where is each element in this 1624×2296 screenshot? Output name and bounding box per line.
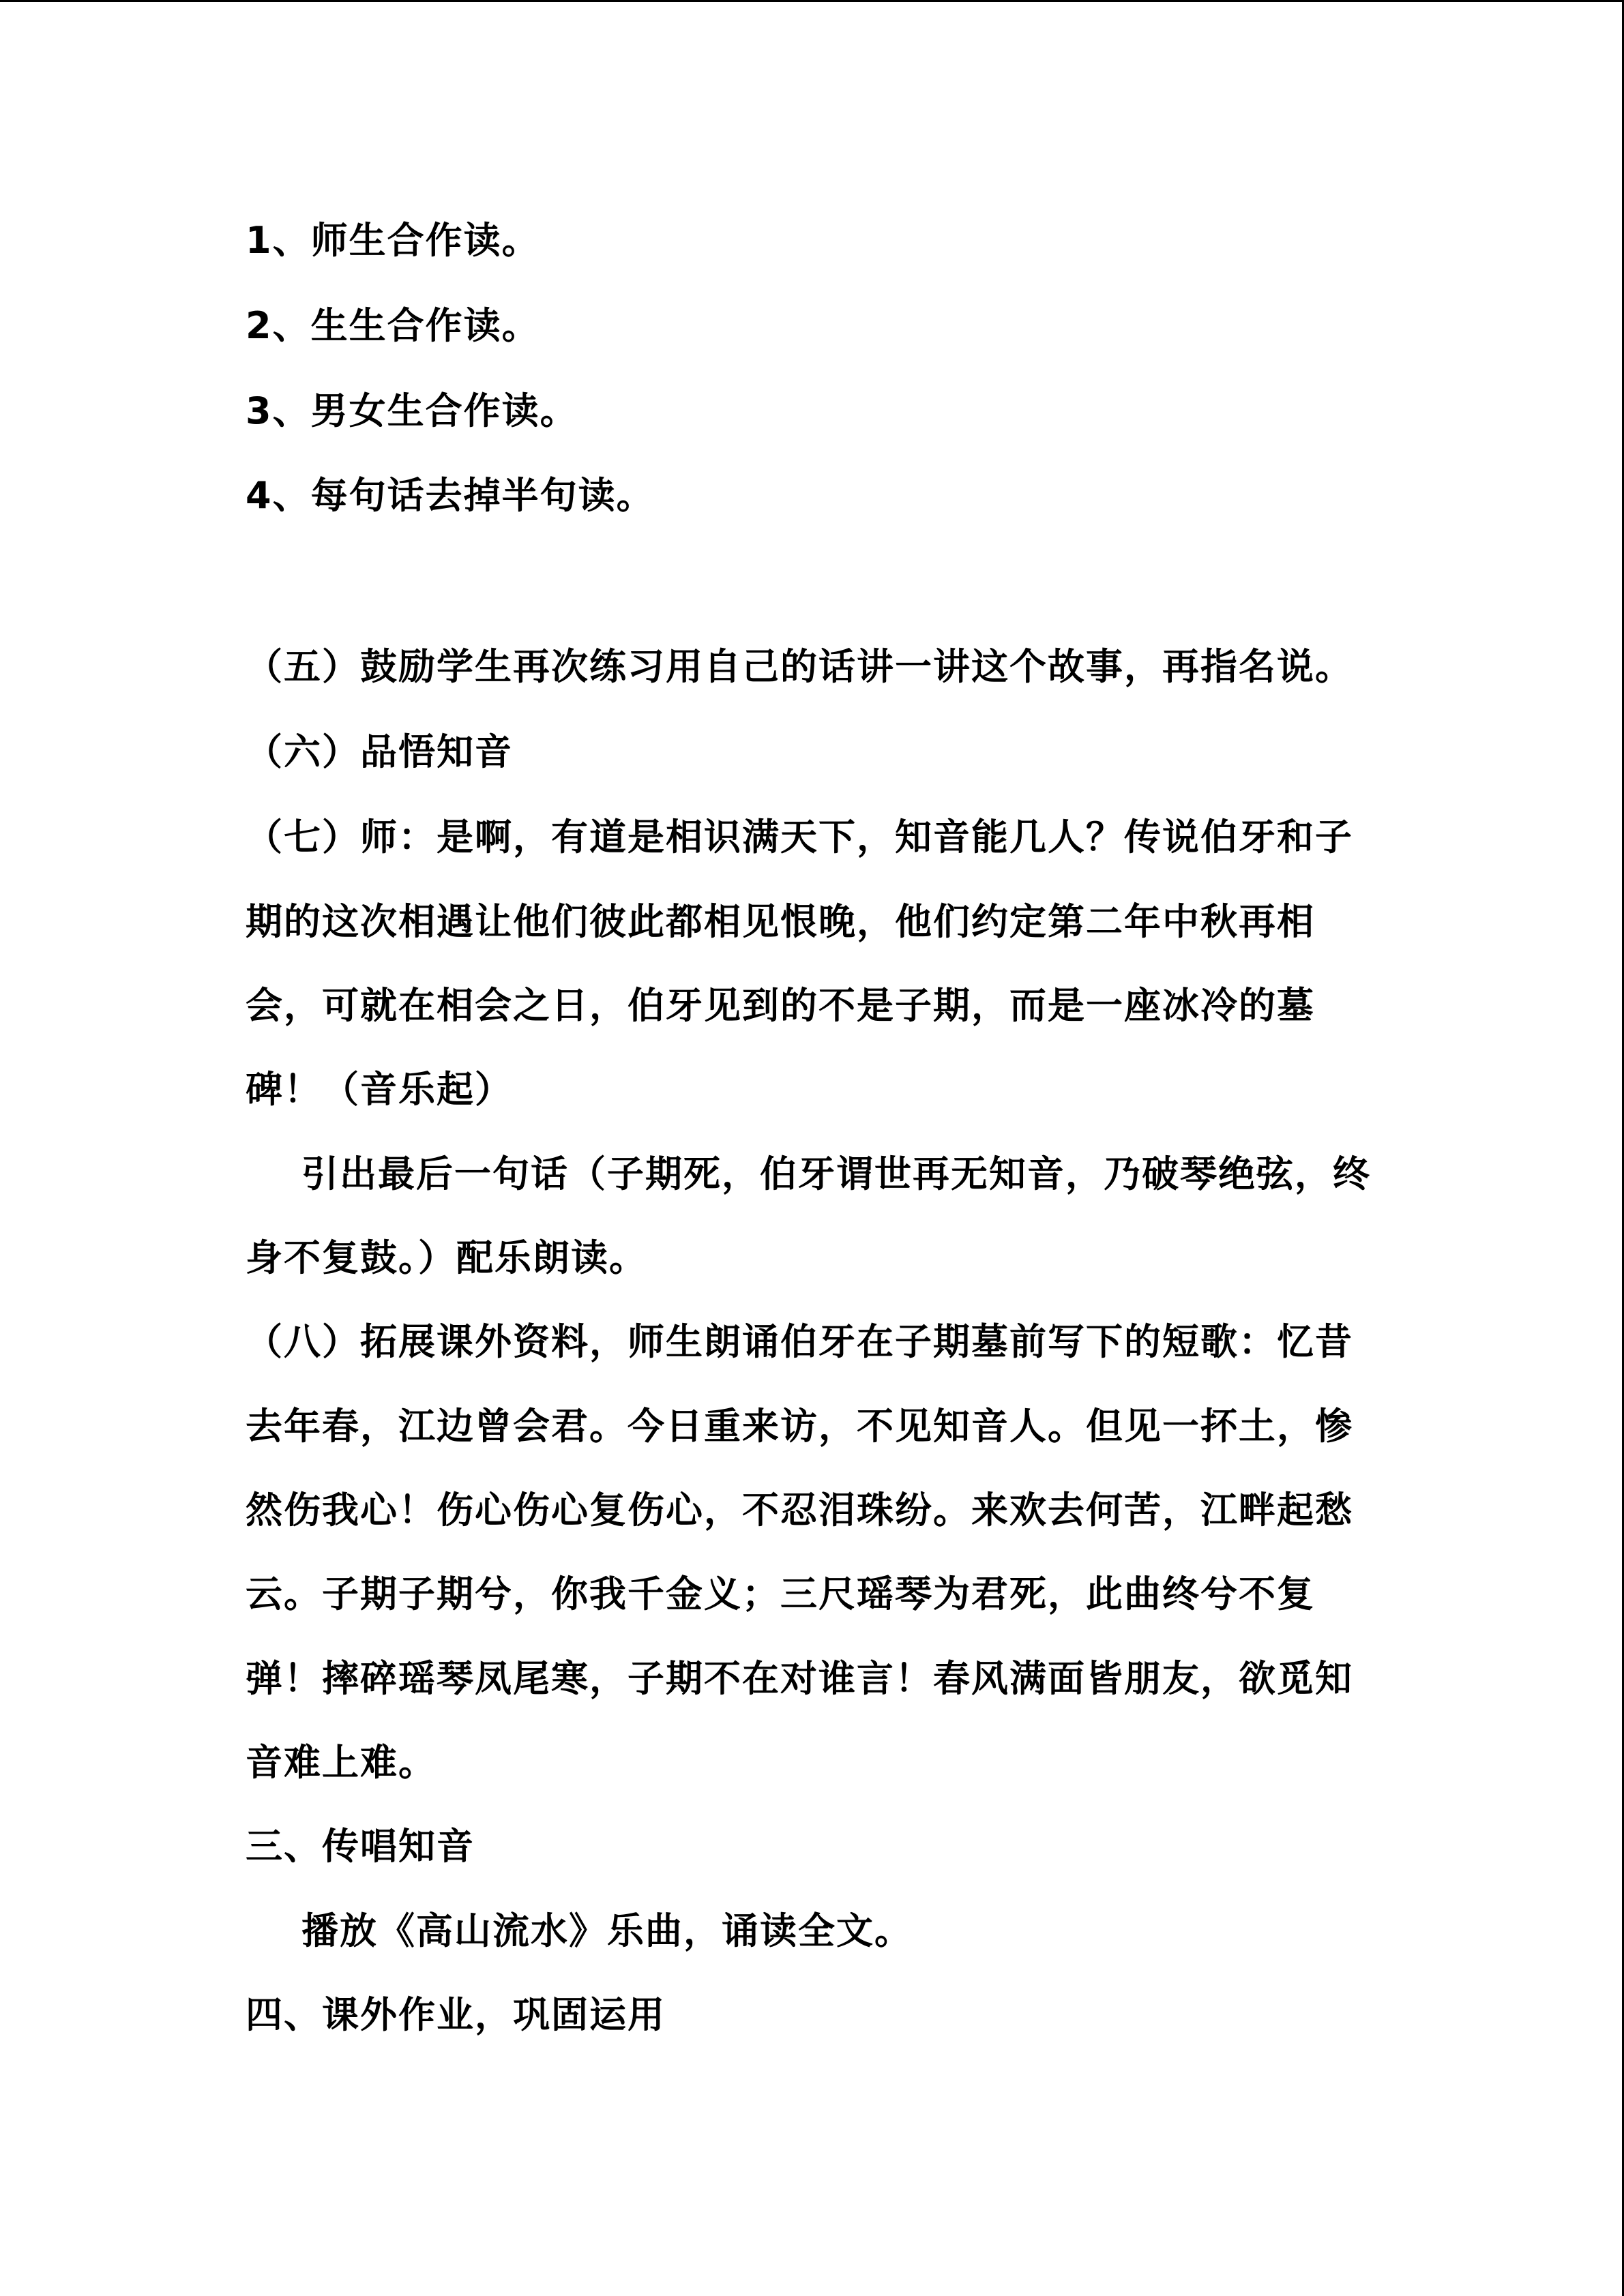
section-6-heading: （六）品悟知音 [246, 730, 513, 773]
section-8-line-4: 云。子期子期兮，你我千金义；三尺瑶琴为君死，此曲终兮不复 [246, 1572, 1315, 1615]
paragraph-line-2: 身不复鼓。）配乐朗读。 [246, 1236, 647, 1279]
list-item-4: 4、每句话去掉半句读。 [246, 474, 655, 517]
paragraph-line-1: 引出最后一句话（子期死，伯牙谓世再无知音，乃破琴绝弦，终 [301, 1152, 1371, 1195]
section-7-line-1: （七）师：是啊，有道是相识满天下，知音能几人？传说伯牙和子 [246, 816, 1353, 859]
section-7-line-3: 会，可就在相会之日，伯牙见到的不是子期，而是一座冰冷的墓 [246, 984, 1315, 1027]
list-item-3: 3、男女生合作读。 [246, 389, 578, 432]
section-7-line-4: 碑！（音乐起） [246, 1068, 513, 1111]
section-4-heading: 四、课外作业，巩固运用 [246, 1993, 666, 2036]
section-8-line-1: （八）拓展课外资料，师生朗诵伯牙在子期墓前写下的短歌：忆昔 [246, 1320, 1353, 1363]
section-3-text: 播放《高山流水》乐曲，诵读全文。 [301, 1909, 913, 1952]
section-8-line-6: 音难上难。 [246, 1741, 437, 1784]
section-3-heading: 三、传唱知音 [246, 1825, 475, 1868]
page-border-top [0, 0, 1624, 2]
section-5-text: （五）鼓励学生再次练习用自己的话讲一讲这个故事，再指名说。 [246, 645, 1353, 688]
section-8-line-3: 然伤我心！伤心伤心复伤心，不忍泪珠纷。来欢去何苦，江畔起愁 [246, 1489, 1353, 1532]
section-8-line-2: 去年春，江边曾会君。今日重来访，不见知音人。但见一抔土，惨 [246, 1405, 1353, 1448]
list-item-1: 1、师生合作读。 [246, 219, 540, 262]
list-item-2: 2、生生合作读。 [246, 304, 540, 347]
section-8-line-5: 弹！摔碎瑶琴凤尾寒，子期不在对谁言！春风满面皆朋友，欲觅知 [246, 1657, 1353, 1700]
section-7-line-2: 期的这次相遇让他们彼此都相见恨晚，他们约定第二年中秋再相 [246, 900, 1315, 943]
